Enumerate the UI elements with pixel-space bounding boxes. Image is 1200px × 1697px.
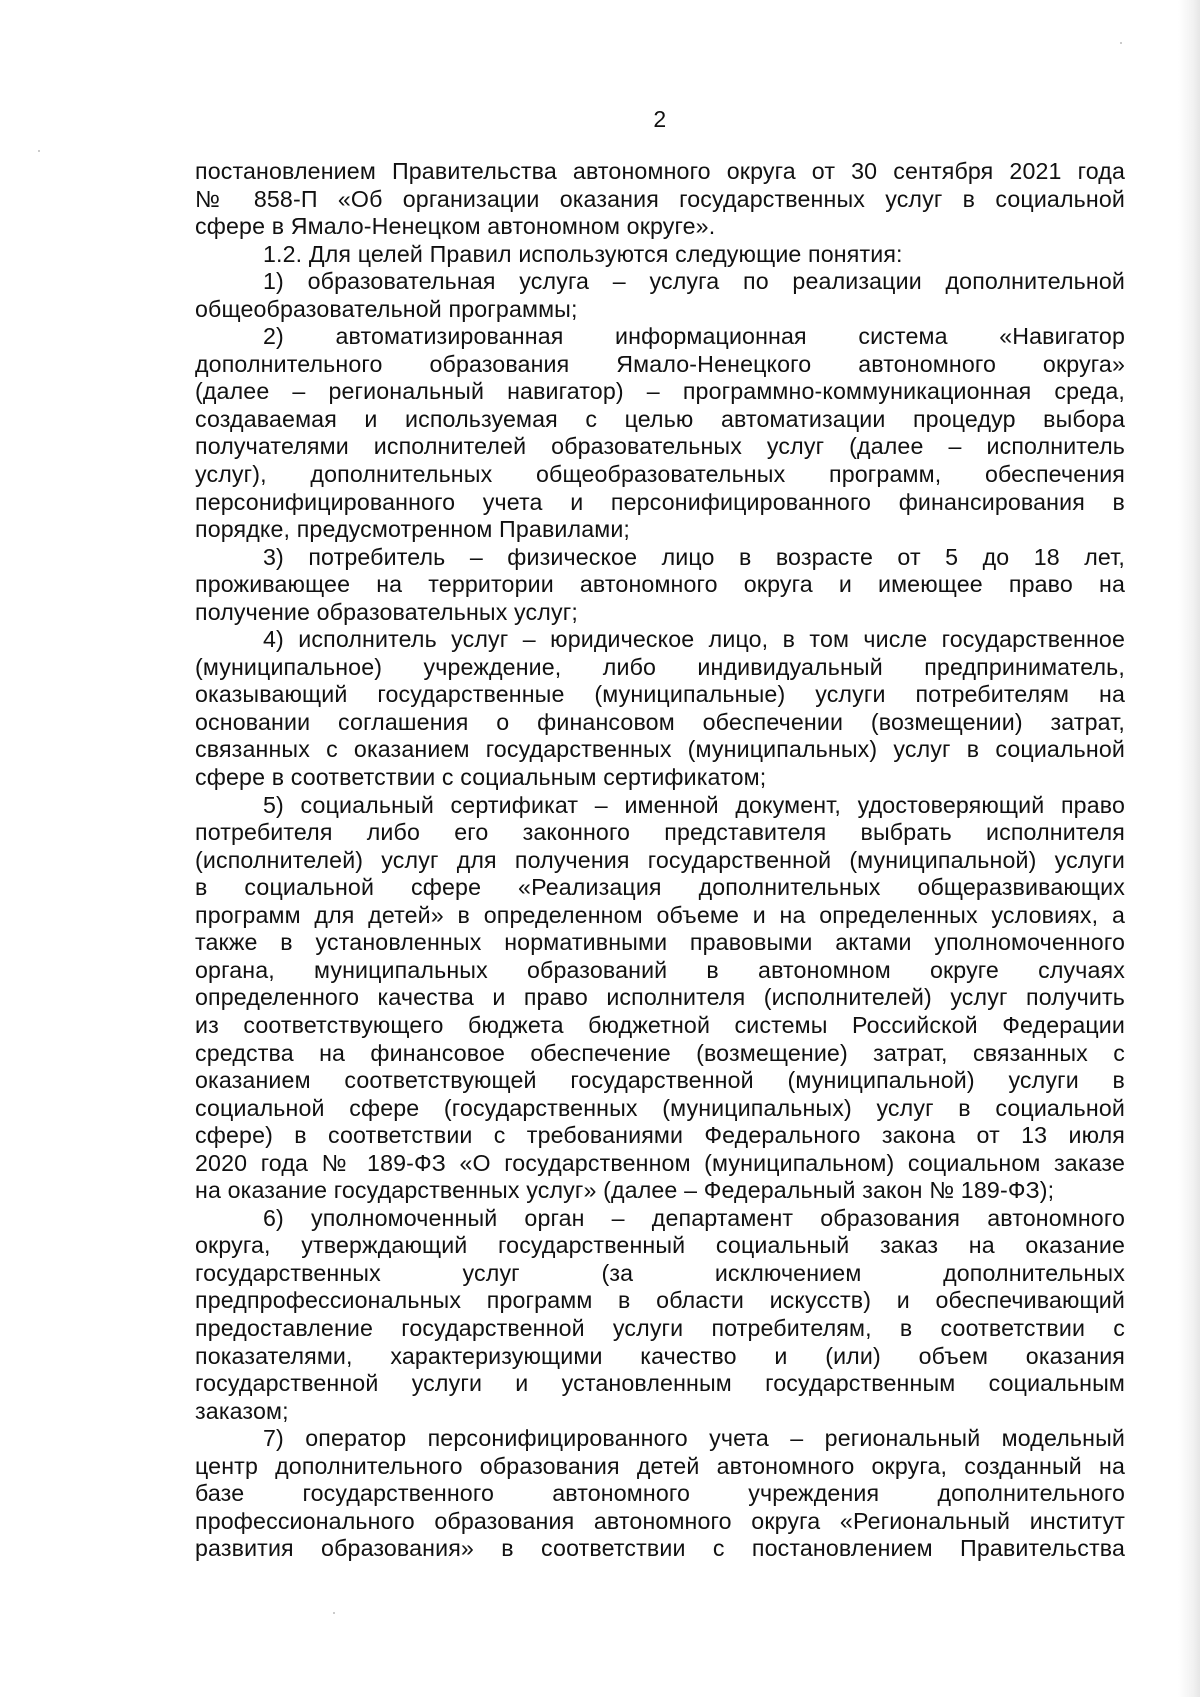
text-line: заказом; [195, 1397, 289, 1424]
text-line: предпрофессиональных программ в области искусств) и обеспечивающий [195, 1287, 1125, 1314]
text-line: органа, муниципальных образований в автономном округе случаях [195, 956, 1125, 983]
document-body [195, 158, 1125, 1563]
text-line: оказанием соответствующей государственной (муниципальной) услуги в [195, 1067, 1125, 1094]
text-line: развития образования» в соответствии с постановлением Правительства [195, 1535, 1125, 1562]
text-line: связанных с оказанием государственных (муниципальных) услуг в социальной [195, 736, 1125, 763]
text-line: профессионального образования автономного округа «Региональный институт [195, 1507, 1125, 1534]
text-line: оказывающий государственные (муниципальные) услуги потребителям на [195, 681, 1125, 708]
text-line: из соответствующего бюджета бюджетной системы Российской Федерации [195, 1011, 1125, 1038]
text-line: сфере в соответствии с социальным сертификатом; [195, 764, 767, 791]
text-line: на оказание государственных услуг» (далее – Федеральный закон № 189-ФЗ); [195, 1177, 1055, 1204]
text-line: получателями исполнителей образовательных услуг (далее – исполнитель [195, 433, 1125, 460]
text-line: государственных услуг (за исключением дополнительных [195, 1259, 1125, 1286]
text-line: услуг), дополнительных общеобразовательных программ, обеспечения [195, 461, 1125, 488]
text-line: 5) социальный сертификат – именной документ, удостоверяющий право [263, 791, 1125, 818]
text-line: № 858-П «Об организации оказания государственных услуг в социальной [195, 185, 1125, 212]
text-line: сфере в Ямало-Ненецком автономном округе». [195, 213, 716, 240]
text-line: дополнительного образования Ямало-Ненецкого автономного округа» [195, 350, 1125, 377]
text-line: проживающее на территории автономного округа и имеющее право на [195, 571, 1125, 598]
text-line: (исполнителей) услуг для получения государственной (муниципальной) услуги [195, 846, 1125, 873]
text-line: базе государственного автономного учреждения дополнительного [195, 1480, 1125, 1507]
text-line: (муниципальное) учреждение, либо индивидуальный предприниматель, [195, 653, 1125, 680]
text-line: создаваемая и используемая с целью автоматизации процедур выбора [195, 405, 1125, 432]
text-line: центр дополнительного образования детей автономного округа, созданный на [195, 1452, 1125, 1479]
text-line: 2) автоматизированная информационная система «Навигатор [263, 323, 1125, 350]
text-line: получение образовательных услуг; [195, 598, 578, 625]
text-line: 6) уполномоченный орган – департамент образования автономного [263, 1204, 1125, 1231]
text-line: порядке, предусмотренном Правилами; [195, 516, 631, 543]
page-number: 2 [653, 106, 667, 132]
text-line: 1) образовательная услуга – услуга по реализации дополнительной [263, 268, 1125, 295]
text-line: 7) оператор персонифицированного учета – региональный модельный [263, 1425, 1125, 1452]
text-line: в социальной сфере «Реализация дополнительных общеразвивающих [195, 874, 1125, 901]
text-line: 2020 года № 189-ФЗ «О государственном (муниципальном) социальном заказе [195, 1149, 1125, 1176]
text-line: 1.2. Для целей Правил используются следующие понятия: [263, 240, 903, 267]
text-line: социальной сфере (государственных (муниципальных) услуг в социальной [195, 1094, 1125, 1121]
scan-speck [1120, 42, 1122, 44]
scan-speck [333, 1612, 335, 1614]
text-line: предоставление государственной услуги потребителям, в соответствии с [195, 1314, 1125, 1341]
text-line: также в установленных нормативными правовыми актами уполномоченного [195, 929, 1125, 956]
text-line: (далее – региональный навигатор) – программно-коммуникационная среда, [195, 378, 1125, 405]
text-line: сфере) в соответствии с требованиями Федерального закона от 13 июля [195, 1122, 1125, 1149]
text-line: основании соглашения о финансовом обеспечении (возмещении) затрат, [195, 708, 1125, 735]
text-line: персонифицированного учета и персонифицированного финансирования в [195, 488, 1125, 515]
text-line: общеобразовательной программы; [195, 295, 578, 322]
text-line: потребителя либо его законного представителя выбрать исполнителя [195, 819, 1125, 846]
scan-speck [38, 150, 40, 152]
text-line: 3) потребитель – физическое лицо в возрасте от 5 до 18 лет, [263, 543, 1125, 570]
text-line: определенного качества и право исполнителя (исполнителей) услуг получить [195, 984, 1125, 1011]
page-edge-shadow [1178, 0, 1200, 1697]
text-line: постановлением Правительства автономного округа от 30 сентября 2021 года [195, 158, 1125, 184]
text-line: 4) исполнитель услуг – юридическое лицо, в том числе государственное [263, 626, 1125, 653]
text-line: средства на финансовое обеспечение (возмещение) затрат, связанных с [195, 1039, 1125, 1066]
text-line: государственной услуги и установленным государственным социальным [195, 1370, 1125, 1397]
text-line: округа, утверждающий государственный социальный заказ на оказание [195, 1232, 1125, 1259]
text-line: программ для детей» в определенном объеме и на определенных условиях, а [195, 901, 1125, 928]
text-line: показателями, характеризующими качество и (или) объем оказания [195, 1342, 1125, 1369]
